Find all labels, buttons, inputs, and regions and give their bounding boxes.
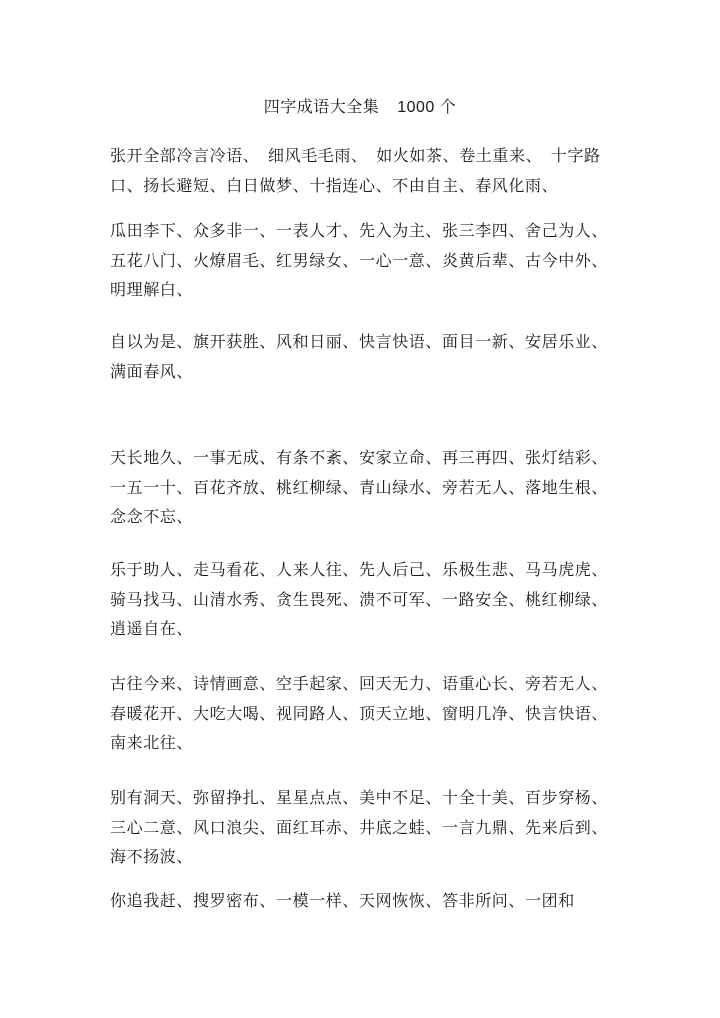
document-title [0, 94, 720, 117]
idiom-paragraph: 瓜田李下、众多非一、一表人才、先入为主、张三李四、舍己为人、五花八门、火燎眉毛、红男绿女、一心一意、炎黄后辈、古今中外、明理解白、 [110, 221, 609, 299]
idiom-paragraph: 古往今来、诗情画意、空手起家、回天无力、语重心长、旁若无人、春暖花开、大吃大喝、视同路人、顶天立地、窗明几净、快言快语、南来北往、 [110, 674, 609, 752]
title-text: 四字成语大全集 [263, 97, 380, 116]
idiom-paragraph: 别有洞天、弥留挣扎、星星点点、美中不足、十全十美、百步穿杨、三心二意、风口浪尖、面红耳赤、井底之蛙、一言九鼎、先来后到、海不扬波、 [110, 788, 609, 866]
idiom-paragraph: 张开全部冷言冷语、 细风毛毛雨、 如火如茶、卷土重来、 十字路口、扬长避短、白日做梦、十指连心、不由自主、春风化雨、 [110, 146, 601, 195]
idiom-paragraph: 自以为是、旗开获胜、风和日丽、快言快语、面目一新、安居乐业、满面春风、 [110, 332, 609, 381]
idiom-paragraph: 天长地久、一事无成、有条不紊、安家立命、再三再四、张灯结彩、一五一十、百花齐放、桃红柳绿、青山绿水、旁若无人、落地生根、念念不忘、 [110, 448, 609, 526]
title-count: 1000 个 [397, 99, 457, 116]
idiom-paragraph: 乐于助人、走马看花、人来人往、先人后己、乐极生悲、马马虎虎、骑马找马、山清水秀、贪生畏死、溃不可军、一路安全、桃红柳绿、逍遥自在、 [110, 560, 609, 638]
idiom-paragraph: 你追我赶、搜罗密布、一模一样、天网恢恢、答非所问、一团和 [110, 891, 575, 910]
